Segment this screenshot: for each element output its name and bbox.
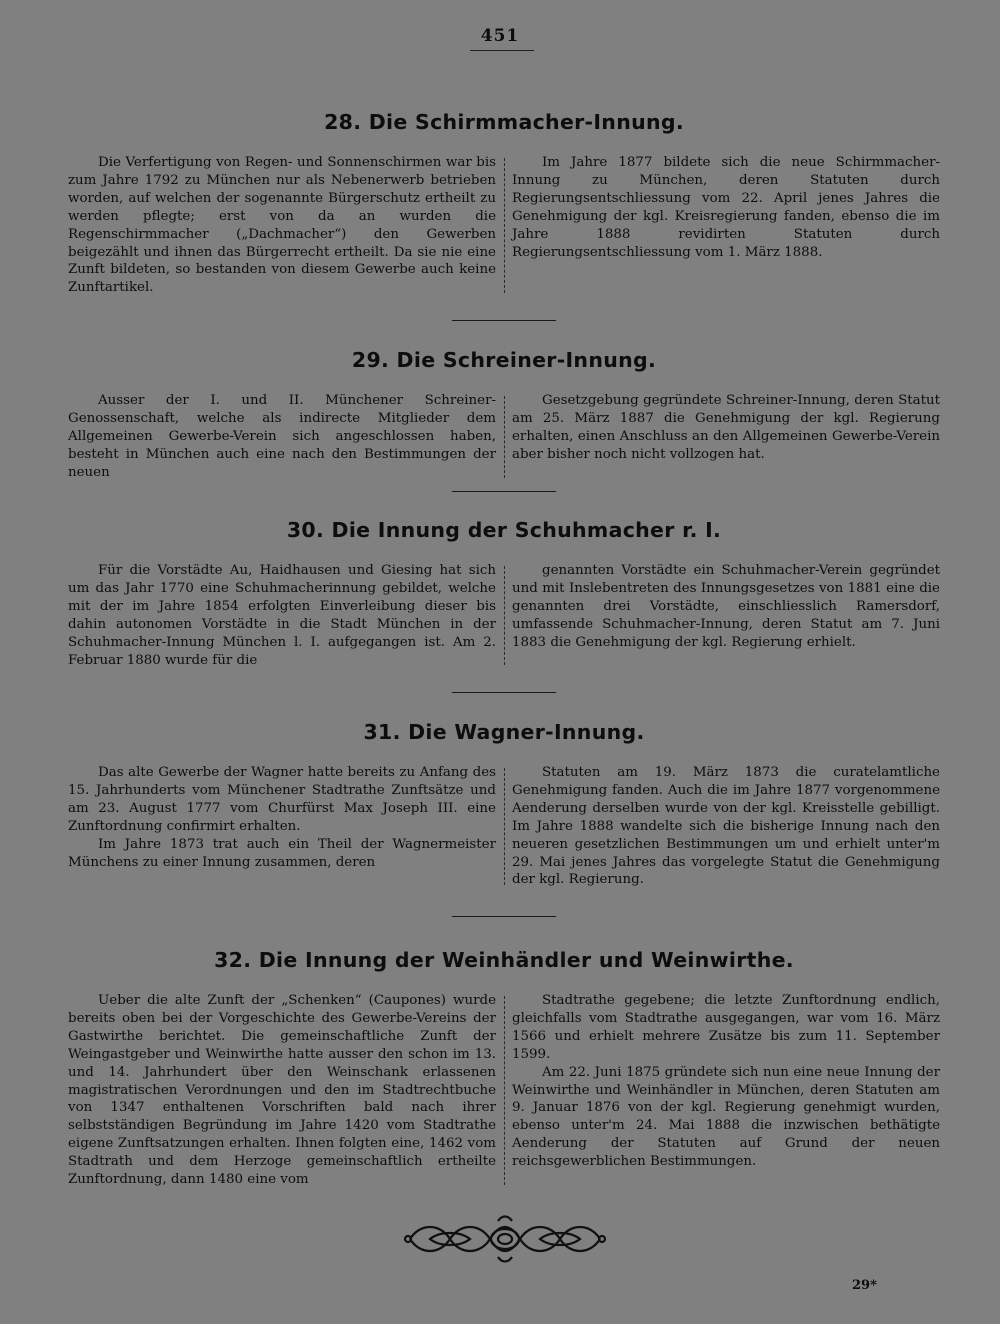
section-28 [68,108,940,297]
section-title: 30. Die Innung der Schuhmacher r. I. [286,518,722,542]
section-columns [68,764,940,889]
right-column [512,992,940,1189]
section-title: 31. Die Wagner-Innung. [363,720,645,744]
column-divider [504,768,505,885]
paragraph: Ausser der I. und II. Münchener Schreiner-Genossenschaft, welche als indirecte Mitglieder dem Allgemeinen Gewerbe-Verein sich angeschlossen haben, besteht in München auch eine nach den Bestimmungen der neuen [68,393,496,480]
section-separator [452,692,556,694]
right-column [512,154,940,297]
paragraph: Im Jahre 1873 trat auch ein Theil der Wagnermeister Münchens zu einer Innung zusammen, deren [68,836,496,870]
right-column [512,764,940,889]
paragraph: Ueber die alte Zunft der „Schenken“ (Caupones) wurde bereits oben bei der Vorgeschichte des Gewerbe-Vereins der Gastwirthe berichtet. Die gemeinschaftliche Zunft der Weingastgeber und Weinwirthe hatte ausser den schon im 13. und 14. Jahrhundert über den Weinschank erlassenen magistratischen Verordnungen und den im Stadtrechtbuche von 1347 enthaltenen Vorschriften bald nach ihrer selbstständigen Begründung im Jahre 1420 vom Stadtrathe eigene Zunftsatzungen erhalten. Ihnen folgten eine, 1462 vom Stadtrath und dem Herzoge gemeinschaftlich ertheilte Zunftordnung, dann 1480 eine vom [68,993,496,1188]
section-columns [68,154,940,297]
column-divider [504,396,505,478]
left-column [68,992,496,1189]
section-separator [452,916,556,918]
section-columns [68,392,940,482]
paragraph: Stadtrathe gegebene; die letzte Zunftordnung endlich, gleichfalls vom Stadtrathe ausgegangen, war vom 16. März 1566 und erhielt mehrere Zusätze bis zum 11. September 1599. [512,993,940,1062]
section-29 [68,346,940,482]
column-divider [504,996,505,1185]
paragraph: Gesetzgebung gegründete Schreiner-Innung, deren Statut am 25. März 1887 die Genehmigung der kgl. Regierung erhalten, einen Anschluss an den Allgemeinen Gewerbe-Verein aber bisher noch nicht vollzogen hat. [512,393,940,462]
page-number: 451 [480,26,520,46]
section-title: 28. Die Schirmmacher-Innung. [324,110,684,134]
left-column [68,392,496,482]
paragraph: genannten Vorstädte ein Schuhmacher-Verein gegründet und mit Inslebentreten des Innungsgesetzes von 1881 eine die genannten drei Vorstädte, einschliesslich Ramersdorf, umfassende Schuhmacher-Innung, deren Statut am 7. Juni 1883 die Genehmigung der kgl. Regierung erhielt. [512,563,940,650]
right-column [512,392,940,482]
paragraph: Statuten am 19. März 1873 die curatelamtliche Genehmigung fanden. Auch die im Jahre 1877 vorgenommene Aenderung derselben wurde von der kgl. Kreisstelle gebilligt. Im Jahre 1888 wandelte sich die bisherige Innung nach den neueren gesetzlichen Bestimmungen um und erhielt unter'm 29. Mai jenes Jahres das vorgelegte Statut die Genehmigung der kgl. Regierung. [512,765,940,888]
paragraph: Im Jahre 1877 bildete sich die neue Schirmmacher-Innung zu München, deren Statuten durch Regierungsentschliessung vom 22. April jenes Jahres die Genehmigung der kgl. Kreisregierung fanden, ebenso die im Jahre 1888 revidirten Statuten durch Regierungsentschliessung vom 1. März 1888. [512,155,940,260]
section-31 [68,718,940,889]
section-columns [68,992,940,1189]
right-column [512,562,940,669]
column-divider [504,566,505,665]
signature-mark: 29* [852,1278,877,1293]
column-divider [504,158,505,293]
paragraph: Am 22. Juni 1875 gründete sich nun eine neue Innung der Weinwirthe und Weinhändler in München, deren Statuten am 9. Januar 1876 von der kgl. Regierung genehmigt wurden, ebenso unter'm 24. Mai 1888 die inzwischen bethätigte Aenderung der Statuten auf Grund der neuen reichsgewerblichen Bestimmungen. [512,1064,940,1170]
section-columns [68,562,940,669]
left-column [68,154,496,297]
section-30 [68,516,940,669]
paragraph: Die Verfertigung von Regen- und Sonnenschirmen war bis zum Jahre 1792 zu München nur als Nebenerwerb betrieben worden, auf welchen der sogenannte Bürgerschutz ertheilt zu werden pflegte; erst von da an wurden die Regenschirmmacher („Dachmacher“) den Gewerben beigezählt und ihnen das Bürgerrecht ertheilt. Da sie nie eine Zunft bildeten, so bestanden von diesem Gewerbe auch keine Zunftartikel. [68,155,496,296]
section-title: 29. Die Schreiner-Innung. [351,348,657,372]
paragraph: Für die Vorstädte Au, Haidhausen und Giesing hat sich um das Jahr 1770 eine Schuhmacherinnung gebildet, welche mit der im Jahre 1854 erfolgten Einverleibung dieser bis dahin autonomen Vorstädte in die Stadt München in der Schuhmacher-Innung München l. I. aufgegangen ist. Am 2. Februar 1880 wurde für die [68,563,496,668]
section-title: 32. Die Innung der Weinhändler und Weinwirthe. [214,948,794,972]
left-column [68,764,496,889]
section-32 [68,946,940,1189]
left-column [68,562,496,669]
section-separator [452,320,556,322]
paragraph: Das alte Gewerbe der Wagner hatte bereits zu Anfang des 15. Jahrhunderts vom Münchener Stadtrathe Zunftsätze und am 23. August 1777 vom Churfürst Max Joseph III. eine Zunftordnung confirmirt erhalten. [68,765,496,834]
section-separator [452,491,556,493]
page-number-rule [470,50,534,52]
scroll-ornament-icon [400,1213,610,1265]
